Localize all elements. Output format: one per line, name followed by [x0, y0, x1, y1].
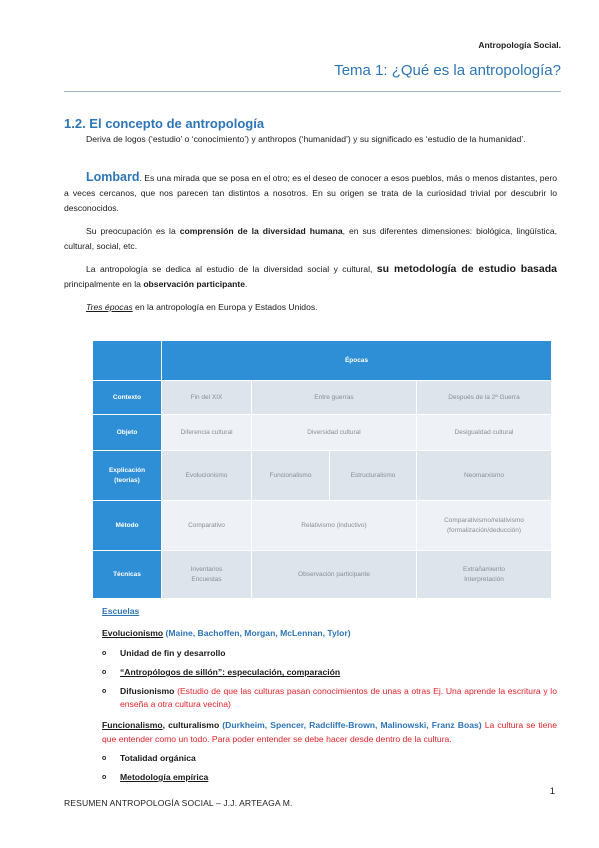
table-cell: Relativismo (inductivo) — [251, 501, 416, 551]
table-cell: Extrañamiento Interpretación — [416, 551, 551, 599]
header-divider — [64, 91, 561, 92]
table-cell: Evolucionismo — [161, 451, 251, 501]
table-row — [93, 501, 551, 551]
evolucionismo-line: Evolucionismo (Maine, Bachoffen, Morgan, McLennan, Tylor) — [102, 628, 351, 638]
bullet-icon: o — [102, 650, 107, 657]
table-header-row — [93, 341, 551, 381]
table-row — [93, 381, 551, 415]
table-cell: Comparativo — [161, 501, 251, 551]
funcionalismo-paragraph: Funcionalismo, culturalismo (Durkheim, Spencer, Radcliffe-Brown, Malinowski, Franz Boas) La cultura se tiene que entender como un todo. Para poder entender se debe hacer desde dentro de la cultura. — [102, 720, 557, 744]
list-item: o Metodología empírica — [102, 772, 209, 782]
table-cell: Neomarxismo — [416, 451, 551, 501]
bullet-icon: o — [102, 669, 107, 676]
table-cell: Desigualdad cultural — [416, 415, 551, 451]
paragraph-etymology: Deriva de logos (‘estudio’ o ‘conocimiento’) y anthropos (‘humanidad’) y su significado es ‘estudio de la humanidad’. — [86, 134, 526, 144]
list-item: o Difusionismo (Estudio de que las culturas pasan conocimientos de unas a otras Ej. Una aprende la escritura y lo enseña a otra cultura vecina) — [102, 686, 557, 709]
paragraph-lombard: Lombard. Es una mirada que se posa en el otro; es el deseo de conocer a esos pueblos, más o menos distantes, pero a veces cercanos, que nos parecen tan distintos a nosotros. En su origen se trata de la curiosidad trivial por descubrir lo desconocidos. — [64, 170, 557, 213]
header-course: Antropología Social. — [478, 40, 561, 50]
paragraph-method: La antropología se dedica al estudio de la diversidad social y cultural, su metodología de estudio basada principalmente en la observación participante. — [64, 263, 557, 289]
table-cell: Fin del XIX — [161, 381, 251, 415]
table-cell: Después de la 2ª Guerra — [416, 381, 551, 415]
table-cell: Diferencia cultural — [161, 415, 251, 451]
schools-title: Escuelas — [102, 606, 140, 616]
header-topic-title: Tema 1: ¿Qué es la antropología? — [334, 62, 561, 79]
table-cell: Observación participante — [251, 551, 416, 599]
paragraph-concern: Su preocupación es la comprensión de la diversidad humana, en sus diferentes dimensiones: biológica, lingüística, cultural, social, etc. — [64, 226, 557, 251]
table-cell: Funcionalismo — [251, 451, 329, 501]
footer-text: RESUMEN ANTROPOLOGÍA SOCIAL – J.J. ARTEAGA M. — [64, 798, 293, 808]
table-cell: Inventarios Encuestas — [161, 551, 251, 599]
table-cell: Comparativismo/relativismo (formalización/deducción) — [416, 501, 551, 551]
table-cell: Diversidad cultural — [251, 415, 416, 451]
list-item: o Totalidad orgánica — [102, 753, 196, 763]
bullet-icon: o — [102, 774, 107, 781]
bullet-icon: o — [102, 755, 107, 762]
table-cell: Estructuralismo — [329, 451, 416, 501]
row-label-contexto: Contexto — [93, 381, 161, 415]
row-label-tecnicas: Técnicas — [93, 551, 161, 599]
table-row — [93, 451, 551, 501]
epochs-table — [93, 341, 551, 599]
row-label-explicacion: Explicación (teorías) — [93, 451, 161, 501]
section-title: 1.2. El concepto de antropología — [64, 116, 265, 131]
row-label-metodo: Método — [93, 501, 161, 551]
table-corner — [93, 341, 161, 381]
table-row — [93, 415, 551, 451]
table-cell: Entre guerras — [251, 381, 416, 415]
list-item: o Unidad de fin y desarrollo — [102, 648, 226, 658]
table-header-epochs: Épocas — [161, 341, 551, 381]
bullet-icon: o — [102, 688, 107, 695]
table-row — [93, 551, 551, 599]
lombard-name: Lombard — [86, 170, 140, 184]
list-item: o “Antropólogos de sillón”: especulación, comparación — [102, 667, 341, 677]
page-number: 1 — [549, 786, 555, 797]
row-label-objeto: Objeto — [93, 415, 161, 451]
paragraph-epochs: Tres épocas en la antropología en Europa y Estados Unidos. — [86, 302, 318, 312]
